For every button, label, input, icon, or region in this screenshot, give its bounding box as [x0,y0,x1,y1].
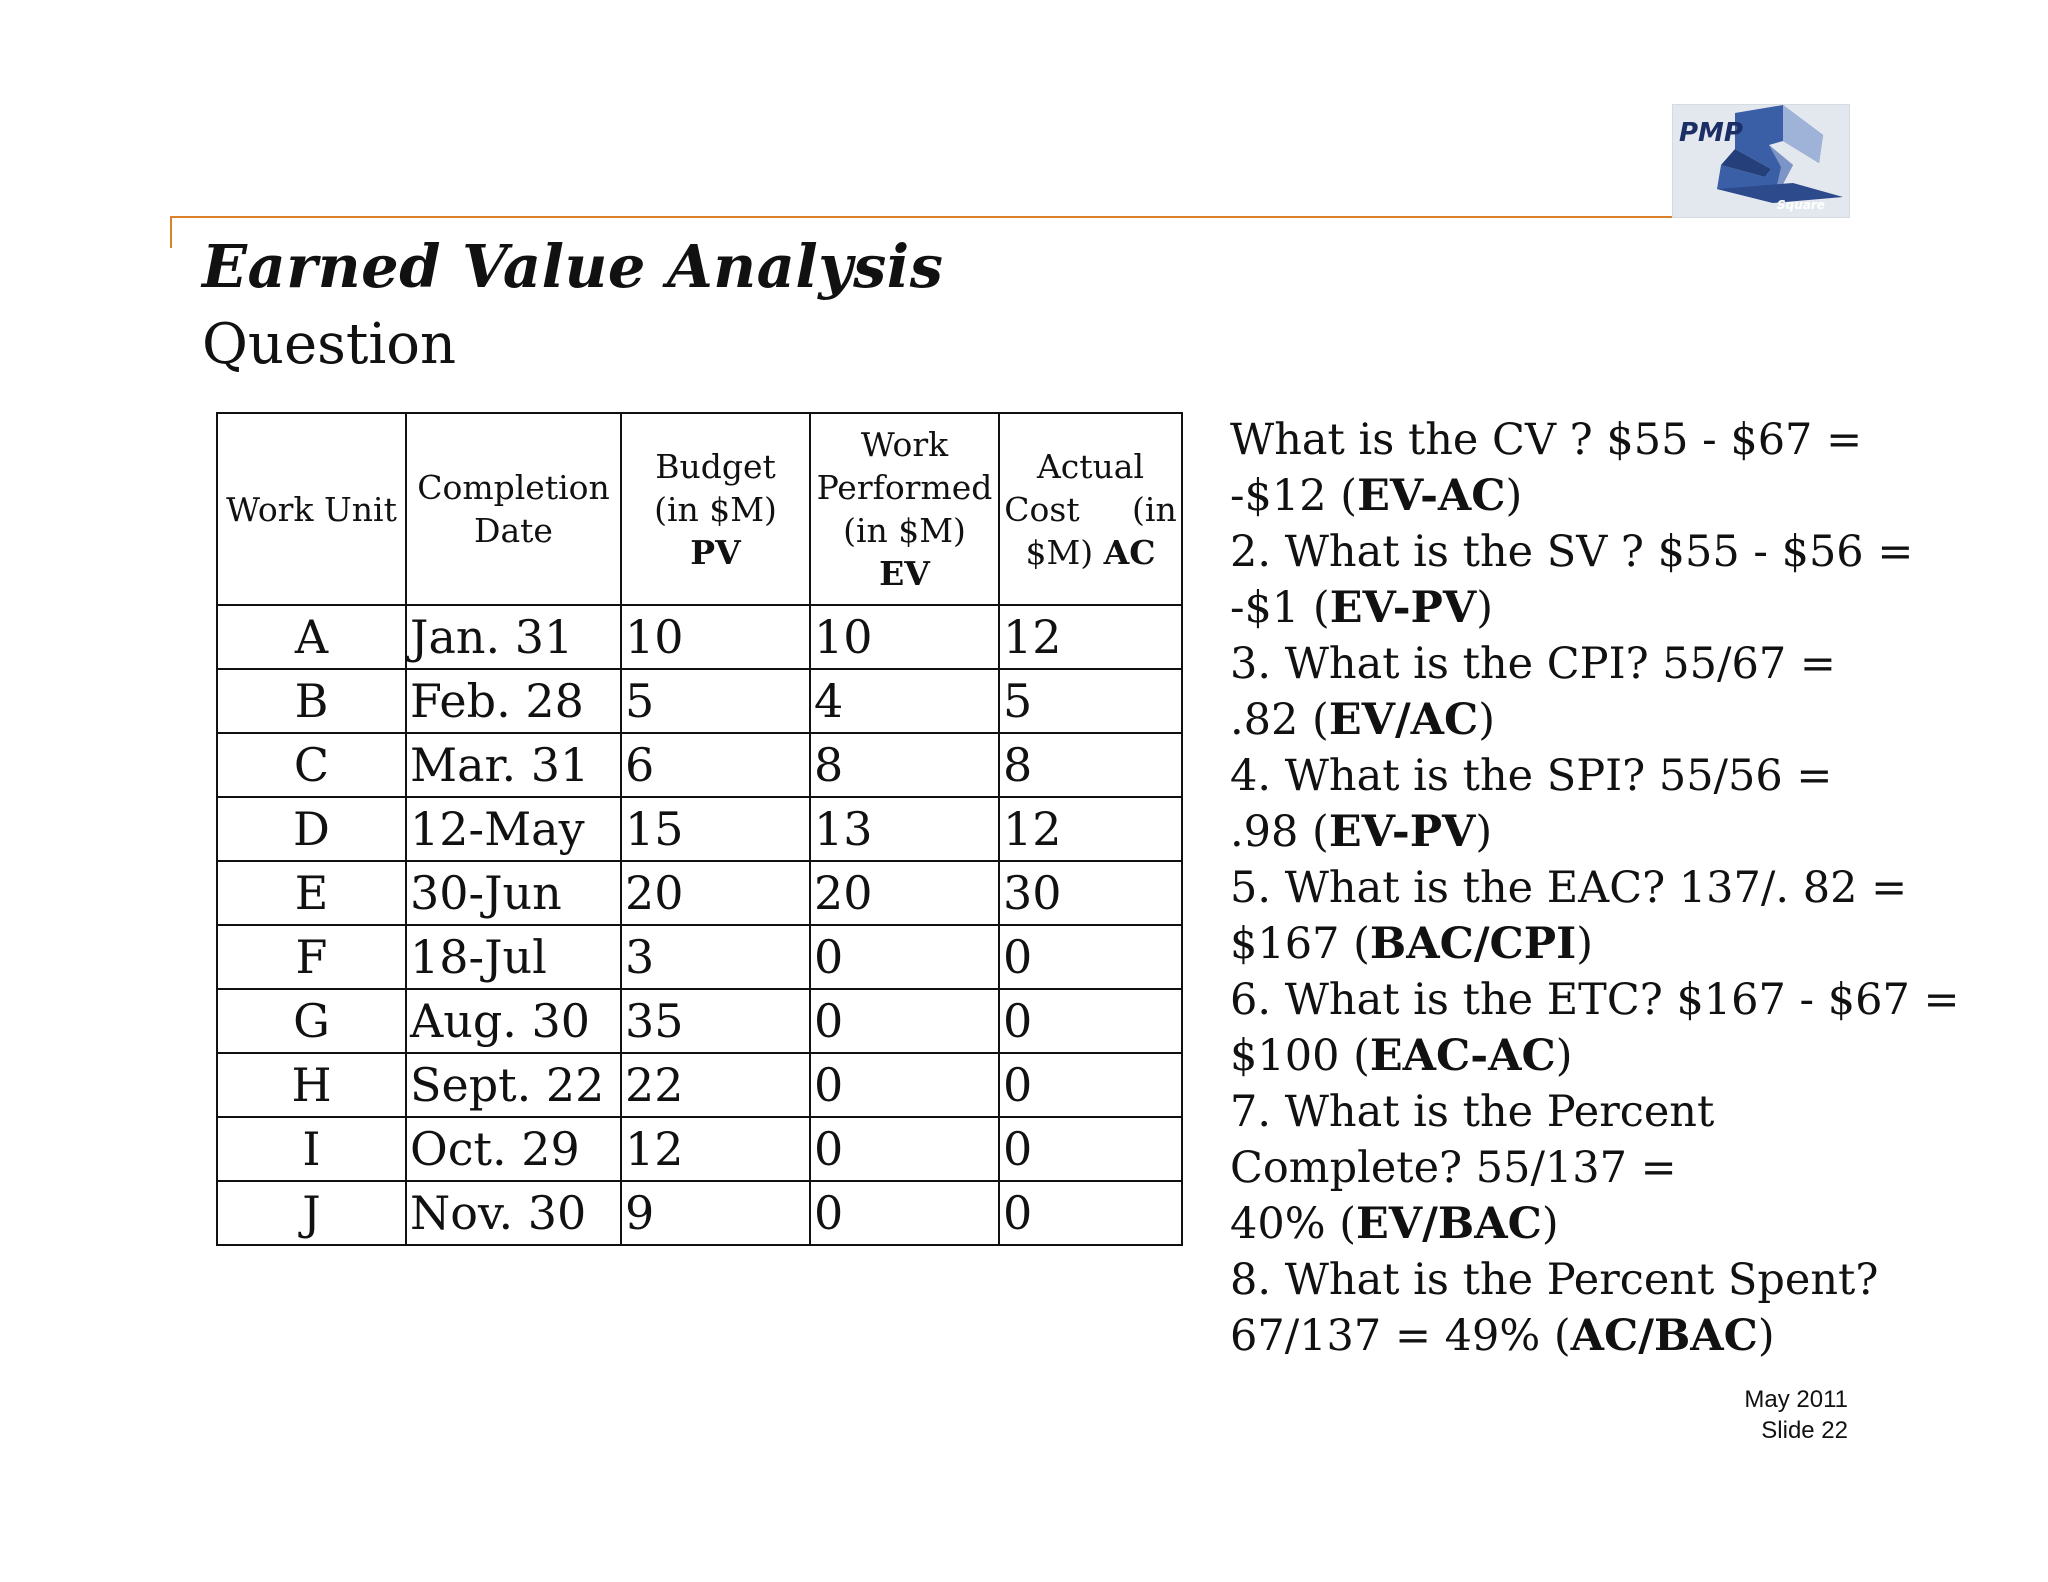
cell-actual-cost-ac: 5 [999,669,1182,733]
cell-actual-cost-ac: 0 [999,989,1182,1053]
qa-answer: 67/137 = 49% (AC/BAC) [1230,1311,1775,1361]
svg-text:PMP: PMP [1679,118,1743,148]
cell-work-performed-ev: 0 [810,1053,999,1117]
cell-work-unit: I [217,1117,406,1181]
cell-work-unit: F [217,925,406,989]
earned-value-table [216,412,1183,1246]
cell-budget-pv: 12 [621,1117,810,1181]
qa-item [1230,1084,1930,1252]
cell-completion-date: Oct. 29 [406,1117,621,1181]
cell-completion-date: 18-Jul [406,925,621,989]
qa-answer: .98 (EV-PV) [1230,807,1493,857]
footer-slide-number: Slide 22 [1761,1417,1848,1444]
footer-date: May 2011 [1744,1386,1848,1413]
cell-work-performed-ev: 10 [810,605,999,669]
cell-completion-date: Feb. 28 [406,669,621,733]
table-row [217,861,1182,925]
table-header-row [217,413,1182,605]
qa-item [1230,412,1930,524]
qa-item [1230,860,1930,972]
cell-work-unit: A [217,605,406,669]
cell-work-unit: B [217,669,406,733]
cell-work-unit: D [217,797,406,861]
qa-item [1230,1252,1930,1364]
table-row [217,1117,1182,1181]
header-rule [170,216,1850,218]
table-row [217,925,1182,989]
cell-completion-date: Sept. 22 [406,1053,621,1117]
cell-budget-pv: 9 [621,1181,810,1245]
cell-actual-cost-ac: 0 [999,1053,1182,1117]
cell-work-performed-ev: 0 [810,1181,999,1245]
qa-answer: 40% (EV/BAC) [1230,1199,1559,1249]
cell-budget-pv: 5 [621,669,810,733]
cell-budget-pv: 6 [621,733,810,797]
cell-work-performed-ev: 4 [810,669,999,733]
cell-completion-date: 12-May [406,797,621,861]
cell-work-performed-ev: 0 [810,925,999,989]
cell-work-unit: E [217,861,406,925]
cell-work-performed-ev: 0 [810,1117,999,1181]
table-row [217,1181,1182,1245]
header-work-performed-ev: Work Performed (in $M) EV [810,413,999,605]
qa-formula: BAC/CPI [1369,919,1577,969]
header-work-unit: Work Unit [217,413,406,605]
qa-item [1230,972,1960,1084]
qa-answer: -$1 (EV-PV) [1230,583,1494,633]
qa-question: 6. What is the ETC? $167 - $67 = [1230,975,1960,1025]
cell-actual-cost-ac: 0 [999,925,1182,989]
qa-question: 4. What is the SPI? 55/56 = [1230,751,1833,801]
cell-budget-pv: 20 [621,861,810,925]
qa-formula: EV-PV [1329,583,1477,633]
qa-question: 3. What is the CPI? 55/67 = [1230,639,1836,689]
cell-budget-pv: 22 [621,1053,810,1117]
cell-actual-cost-ac: 30 [999,861,1182,925]
qa-item [1230,524,1930,636]
cell-budget-pv: 15 [621,797,810,861]
cell-work-performed-ev: 13 [810,797,999,861]
header-completion-date: Completion Date [406,413,621,605]
table-row [217,1053,1182,1117]
qa-formula: EV-AC [1357,471,1506,521]
qa-question: 5. What is the EAC? 137/. 82 = [1230,863,1908,913]
header-budget-pv: Budget (in $M) PV [621,413,810,605]
cell-completion-date: Nov. 30 [406,1181,621,1245]
qa-formula: EV-PV [1328,807,1476,857]
cell-work-unit: C [217,733,406,797]
qa-item [1230,748,1930,860]
qa-answer: .82 (EV/AC) [1230,695,1496,745]
qa-question: 2. What is the SV ? $55 - $56 = [1230,527,1914,577]
cell-actual-cost-ac: 0 [999,1181,1182,1245]
qa-item [1230,636,1930,748]
table-row [217,797,1182,861]
cell-actual-cost-ac: 12 [999,605,1182,669]
slide-subtitle: Question [202,312,457,377]
slide-title: Earned Value Analysis [202,232,944,301]
qa-list [1230,412,1960,1364]
cell-work-unit: G [217,989,406,1053]
cell-budget-pv: 3 [621,925,810,989]
cell-completion-date: Aug. 30 [406,989,621,1053]
qa-formula: EV/AC [1328,695,1479,745]
table-row [217,989,1182,1053]
cell-work-performed-ev: 0 [810,989,999,1053]
header-actual-cost-ac: Actual Cost (in $M) AC [999,413,1182,605]
cell-work-performed-ev: 8 [810,733,999,797]
table-row [217,605,1182,669]
pmp-square-logo [1672,104,1850,218]
cell-work-unit: J [217,1181,406,1245]
qa-question: What is the CV ? $55 - $67 = [1230,415,1863,465]
slide-footer [1744,1384,1848,1446]
qa-formula: AC/BAC [1570,1311,1758,1361]
qa-question: 7. What is the Percent [1230,1087,1715,1137]
cell-budget-pv: 35 [621,989,810,1053]
qa-answer: $100 (EAC-AC) [1230,1031,1573,1081]
cell-work-performed-ev: 20 [810,861,999,925]
cell-work-unit: H [217,1053,406,1117]
cell-completion-date: 30-Jun [406,861,621,925]
cell-completion-date: Mar. 31 [406,733,621,797]
qa-formula: EAC-AC [1369,1031,1556,1081]
qa-answer: -$12 (EV-AC) [1230,471,1523,521]
qa-formula: EV/BAC [1356,1199,1542,1249]
qa-question: 8. What is the Percent Spent? [1230,1255,1879,1305]
table-row [217,733,1182,797]
qa-answer: $167 (BAC/CPI) [1230,919,1593,969]
table-row [217,669,1182,733]
qa-question-cont: Complete? 55/137 = [1230,1143,1677,1193]
cell-actual-cost-ac: 0 [999,1117,1182,1181]
cell-completion-date: Jan. 31 [406,605,621,669]
cell-actual-cost-ac: 12 [999,797,1182,861]
svg-text:Square: Square [1777,198,1825,212]
cell-actual-cost-ac: 8 [999,733,1182,797]
header-rule-corner [170,216,172,248]
cell-budget-pv: 10 [621,605,810,669]
